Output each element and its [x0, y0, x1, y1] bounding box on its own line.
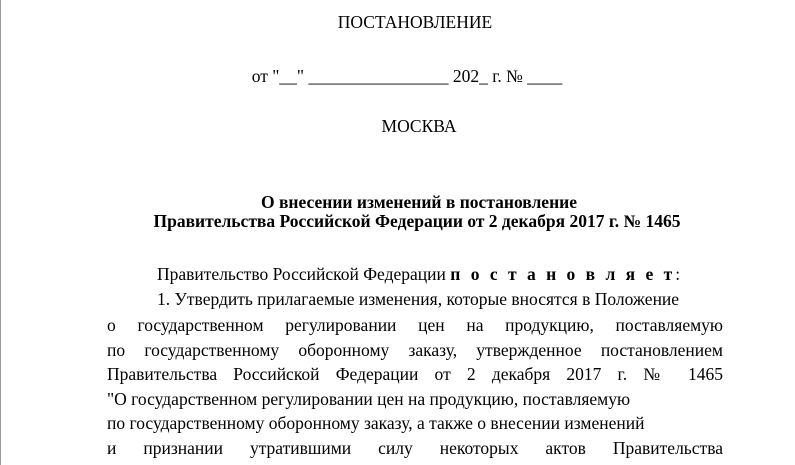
body-line-5: "О государственном регулировании цен на продукцию, поставляемую	[107, 389, 631, 409]
body-line-4: Правительства Российской Федерации от 2 декабря 2017 г. № 1465	[107, 364, 723, 384]
document-title-line-2: Правительства Российской Федерации от 2 декабря 2017 г. № 1465	[153, 211, 681, 231]
body-line-2: о государственном регулировании цен на продукцию, поставляемую	[107, 315, 723, 335]
preamble-colon: :	[675, 264, 681, 284]
body-line-1: 1. Утвердить прилагаемые изменения, которые вносятся в Положение	[157, 289, 680, 309]
preamble-paragraph	[157, 264, 680, 284]
document-type-heading: ПОСТАНОВЛЕНИЕ	[337, 12, 493, 32]
document-title-line-1: О внесении изменений в постановление	[260, 192, 578, 212]
body-line-3: по государственному оборонному заказу, утвержденное постановлением	[107, 340, 723, 360]
body-line-7: и признании утратившими силу некоторых актов Правительства	[107, 438, 723, 458]
preamble-decree-word: п о с т а н о в л я е т	[450, 264, 676, 284]
body-line-6: по государственному оборонному заказу, а также о внесении изменений	[107, 413, 645, 433]
city-name: МОСКВА	[381, 116, 457, 136]
date-number-line: от "__" ________________ 202_ г. № ____	[251, 66, 563, 86]
preamble-text: Правительство Российской Федерации	[157, 264, 451, 284]
